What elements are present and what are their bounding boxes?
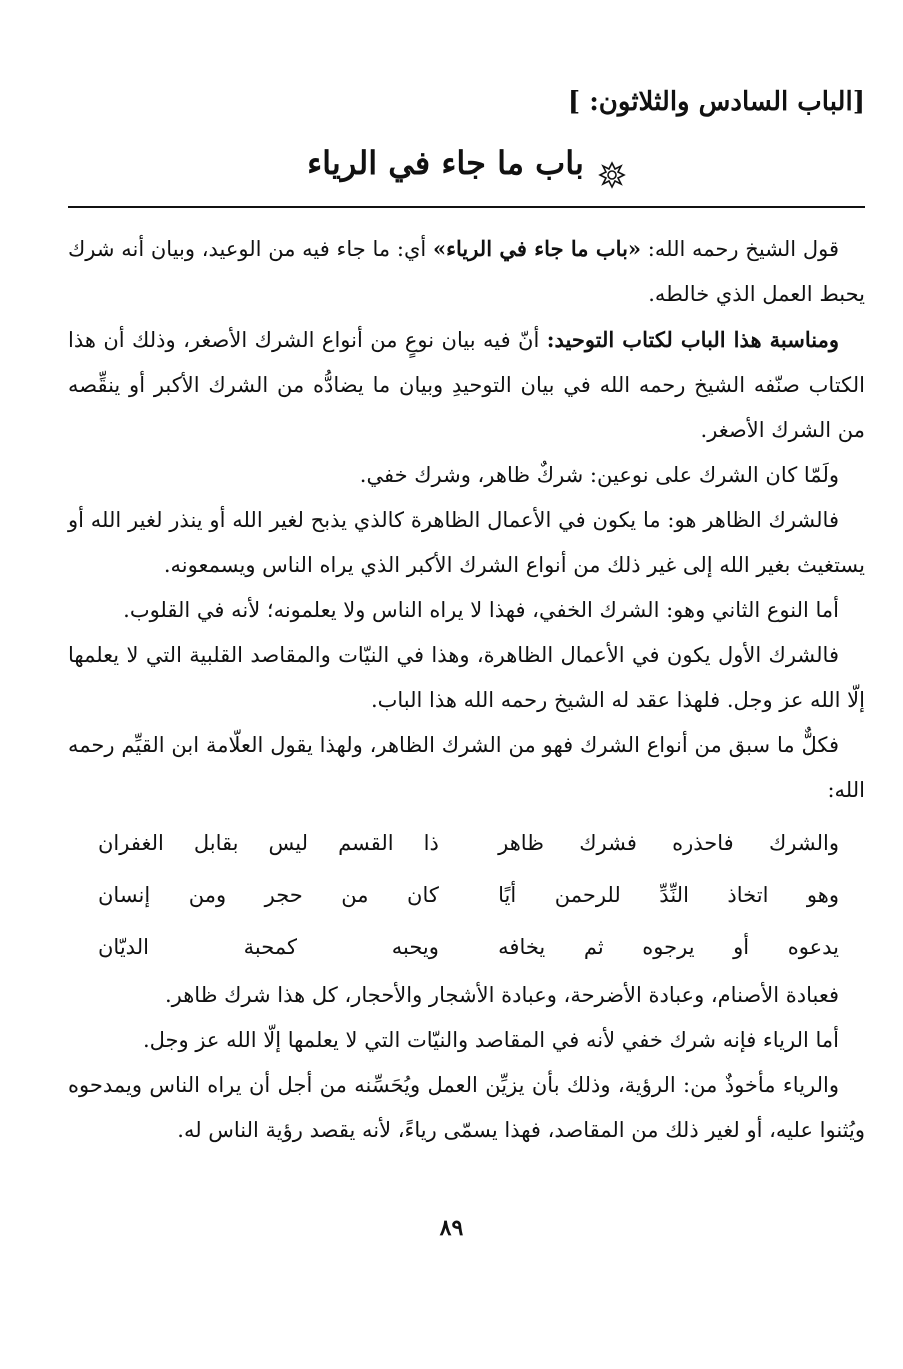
page-number: ٨٩	[439, 1215, 464, 1241]
book-page	[68, 80, 865, 1369]
paragraph-5: أما النوع الثاني وهو: الشرك الخفي، فهذا لا يراه الناس ولا يعلمونه؛ لأنه في القلوب.	[123, 598, 839, 622]
paragraph-2	[68, 317, 865, 453]
paragraph-8: فعبادة الأصنام، وعبادة الأضرحة، وعبادة الأشجار والأحجار، كل هذا شرك ظاهر.	[164, 983, 839, 1007]
paragraph-7: فكلٌّ ما سبق من أنواع الشرك فهو من الشرك الظاهر، ولهذا يقول العلّامة ابن القيِّم رحمه الله:	[68, 733, 865, 802]
paragraph-1-intro: قول الشيخ رحمه الله:	[641, 237, 840, 261]
paragraph-6: فالشرك الأول يكون في الأعمال الظاهرة، وهذا في النيّات والمقاصد القلبية التي لا يعلمها إلّا الله عز وجل. فلهذا عقد له الشيخ رحمه الله هذا الباب.	[68, 643, 865, 712]
verse-first-hemistich: يدعوه أو يرجوه ثم يخافه	[498, 935, 839, 959]
verse-first-hemistich: وهو اتخاذ النِّدِّ للرحمن أيًا	[498, 883, 839, 907]
paragraph-2-heading: ومناسبة هذا الباب لكتاب التوحيد:	[546, 327, 839, 352]
flower-ornament-icon	[598, 149, 626, 177]
paragraph-3: ولَمّا كان الشرك على نوعين: شركٌ ظاهر، وشرك خفي.	[359, 463, 839, 487]
poem	[68, 817, 865, 973]
chapter-label: [الباب السادس والثلاثون: ]	[567, 87, 865, 117]
paragraph-4: فالشرك الظاهر هو: ما يكون في الأعمال الظاهرة كالذي يذبح لغير الله أو ينذر لغير الله أو يستغيث بغير الله إلى غير ذلك من أنواع الشرك الأكبر الذي يراه الناس ويسمعونه.	[68, 508, 865, 577]
paragraph-10: والرياء مأخوذٌ من: الرؤية، وذلك بأن يزيِّن العمل ويُحَسِّنه من أجل أن يراه الناس ويمدحوه ويُثنوا عليه، أو لغير ذلك من المقاصد، فهذا يسمّى رياءً، لأنه يقصد رؤية الناس له.	[68, 1073, 865, 1142]
verse-first-hemistich: والشرك فاحذره فشرك ظاهر	[498, 831, 839, 855]
title-divider	[68, 206, 865, 208]
paragraph-1-rest: أي: ما جاء فيه من الوعيد، وبيان أنه شرك يحبط العمل الذي خالطه.	[68, 237, 865, 306]
paragraph-2-rest: أنّ فيه بيان نوعٍ من أنواع الشرك الأصغر، وذلك أن هذا الكتاب صنّفه الشيخ رحمه الله في بيان التوحيدِ وبيان ما يضادُّه من الشرك الأكبر أو ينقِّصه من الشرك الأصغر.	[68, 328, 865, 442]
paragraph-9: أما الرياء فإنه شرك خفي لأنه في المقاصد والنيّات التي لا يعلمها إلّا الله عز وجل.	[142, 1028, 839, 1052]
poem-verse	[68, 817, 865, 869]
chapter-title-text: باب ما جاء في الرياء	[307, 144, 584, 182]
poem-verse	[68, 869, 865, 921]
verse-second-hemistich: ذا القسم ليس بقابل الغفران	[98, 831, 439, 855]
paragraph-1	[68, 226, 865, 317]
verse-second-hemistich: كان من حجر ومن إنسان	[98, 883, 439, 907]
chapter-title	[68, 134, 865, 192]
paragraph-1-quote: «باب ما جاء في الرياء»	[432, 236, 642, 261]
poem-verse	[68, 921, 865, 973]
verse-second-hemistich: ويحبه كمحبة الديّان	[98, 935, 439, 959]
